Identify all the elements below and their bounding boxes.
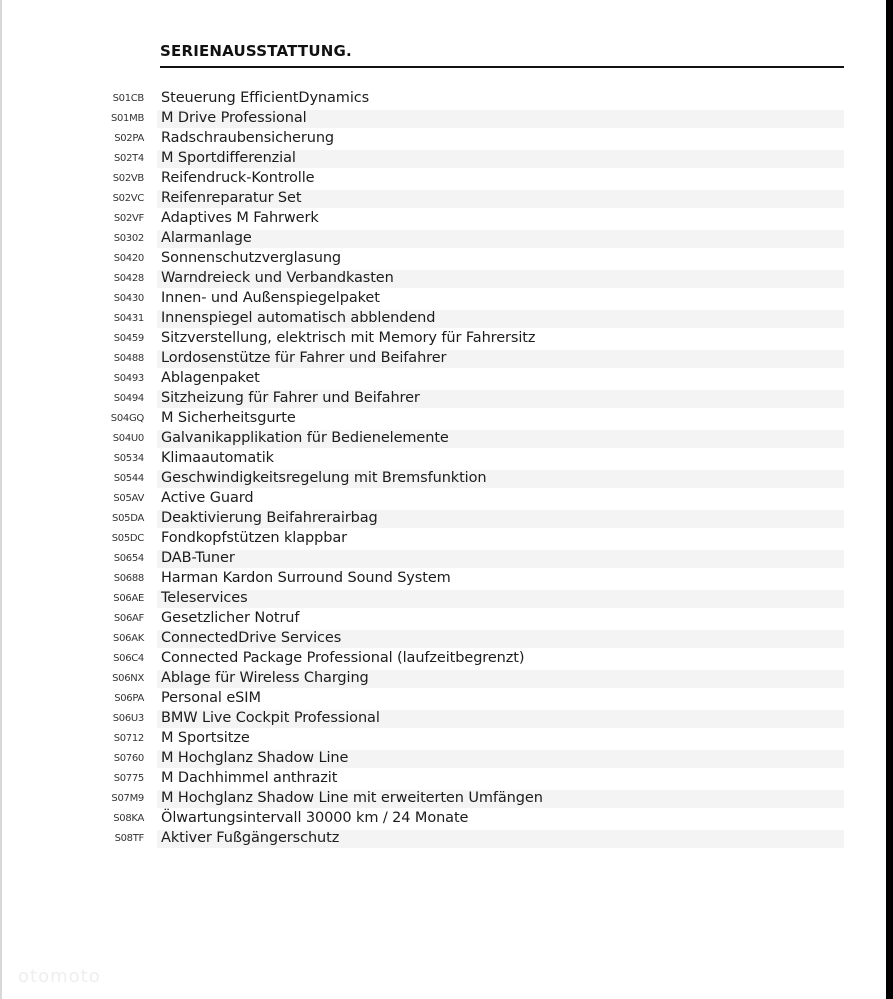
equipment-label: M Sportdifferenzial <box>161 150 296 166</box>
equipment-code: S08KA <box>113 813 144 824</box>
equipment-code: S02PA <box>114 133 144 144</box>
equipment-code: S06AK <box>113 633 144 644</box>
equipment-label: Gesetzlicher Notruf <box>161 610 300 626</box>
equipment-code: S0302 <box>113 233 144 244</box>
equipment-row <box>0 729 893 749</box>
equipment-label: Steuerung EfficientDynamics <box>161 90 370 106</box>
equipment-label: M Drive Professional <box>161 110 307 126</box>
equipment-row <box>0 249 893 269</box>
equipment-row <box>0 389 893 409</box>
equipment-label: Ablagenpaket <box>161 370 260 386</box>
equipment-label: BMW Live Cockpit Professional <box>161 710 380 726</box>
equipment-code: S06C4 <box>113 653 144 664</box>
equipment-code: S06AE <box>113 593 144 604</box>
equipment-row <box>0 229 893 249</box>
equipment-row <box>0 89 893 109</box>
equipment-label: Radschraubensicherung <box>161 130 335 146</box>
equipment-row <box>0 349 893 369</box>
equipment-row <box>0 449 893 469</box>
equipment-code: S07M9 <box>111 793 144 804</box>
equipment-row <box>0 409 893 429</box>
equipment-row <box>0 609 893 629</box>
equipment-code: S0534 <box>113 453 144 464</box>
equipment-label: Innen- und Außenspiegelpaket <box>161 290 380 306</box>
equipment-label: M Hochglanz Shadow Line mit erweiterten Umfängen <box>161 790 543 806</box>
equipment-row <box>0 269 893 289</box>
equipment-label: Reifenreparatur Set <box>161 190 302 206</box>
equipment-code: S02T4 <box>113 153 144 164</box>
equipment-code: S0459 <box>113 333 144 344</box>
equipment-row <box>0 829 893 849</box>
equipment-label: Active Guard <box>161 490 254 506</box>
row-band <box>157 590 844 608</box>
equipment-row <box>0 709 893 729</box>
equipment-label: Teleservices <box>161 590 248 606</box>
equipment-label: Geschwindigkeitsregelung mit Bremsfunktion <box>161 470 487 486</box>
title-divider <box>160 66 844 68</box>
equipment-row <box>0 809 893 829</box>
equipment-code: S02VF <box>113 213 144 224</box>
equipment-row <box>0 689 893 709</box>
equipment-label: Aktiver Fußgängerschutz <box>161 830 340 846</box>
equipment-code: S0775 <box>113 773 144 784</box>
equipment-label: Klimaautomatik <box>161 450 274 466</box>
equipment-label: Warndreieck und Verbandkasten <box>161 270 394 286</box>
equipment-code: S0494 <box>113 393 144 404</box>
equipment-code: S06AF <box>113 613 144 624</box>
equipment-code: S0493 <box>113 373 144 384</box>
equipment-label: M Hochglanz Shadow Line <box>161 750 349 766</box>
row-band <box>157 730 844 748</box>
equipment-label: DAB-Tuner <box>161 550 235 566</box>
equipment-row <box>0 549 893 569</box>
equipment-code: S05DC <box>111 533 144 544</box>
equipment-row <box>0 169 893 189</box>
equipment-code: S08TF <box>114 833 144 844</box>
equipment-row <box>0 669 893 689</box>
section-title: SERIENAUSSTATTUNG. <box>160 42 352 60</box>
equipment-row <box>0 109 893 129</box>
equipment-code: S0654 <box>113 553 144 564</box>
equipment-code: S0544 <box>113 473 144 484</box>
equipment-code: S04GQ <box>110 413 144 424</box>
equipment-code: S0712 <box>113 733 144 744</box>
equipment-row <box>0 429 893 449</box>
equipment-label: Ölwartungsintervall 30000 km / 24 Monate <box>161 810 469 826</box>
equipment-row <box>0 789 893 809</box>
equipment-code: S0760 <box>113 753 144 764</box>
equipment-code: S01MB <box>110 113 144 124</box>
watermark-logo: otomoto <box>18 966 101 987</box>
equipment-row <box>0 529 893 549</box>
equipment-label: Harman Kardon Surround Sound System <box>161 570 451 586</box>
equipment-row <box>0 509 893 529</box>
equipment-row <box>0 209 893 229</box>
equipment-label: Innenspiegel automatisch abblendend <box>161 310 436 326</box>
equipment-code: S05AV <box>113 493 144 504</box>
equipment-code: S06PA <box>114 693 144 704</box>
equipment-code: S0688 <box>113 573 144 584</box>
equipment-label: ConnectedDrive Services <box>161 630 342 646</box>
equipment-row <box>0 649 893 669</box>
row-band <box>157 490 844 508</box>
equipment-code: S0428 <box>113 273 144 284</box>
equipment-label: Fondkopfstützen klappbar <box>161 530 347 546</box>
equipment-row <box>0 309 893 329</box>
equipment-row <box>0 469 893 489</box>
equipment-row <box>0 149 893 169</box>
equipment-row <box>0 629 893 649</box>
equipment-row <box>0 329 893 349</box>
equipment-code: S0431 <box>113 313 144 324</box>
equipment-code: S04U0 <box>112 433 144 444</box>
equipment-row <box>0 749 893 769</box>
equipment-code: S06NX <box>112 673 144 684</box>
equipment-label: Galvanikapplikation für Bedienelemente <box>161 430 449 446</box>
equipment-label: Lordosenstütze für Fahrer und Beifahrer <box>161 350 447 366</box>
equipment-label: Personal eSIM <box>161 690 261 706</box>
equipment-code: S06U3 <box>112 713 144 724</box>
equipment-label: Adaptives M Fahrwerk <box>161 210 319 226</box>
equipment-row <box>0 769 893 789</box>
row-band <box>157 230 844 248</box>
equipment-code: S0420 <box>113 253 144 264</box>
equipment-label: Reifendruck-Kontrolle <box>161 170 315 186</box>
equipment-label: Alarmanlage <box>161 230 252 246</box>
equipment-row <box>0 589 893 609</box>
equipment-label: M Sportsitze <box>161 730 250 746</box>
equipment-label: Sonnenschutzverglasung <box>161 250 342 266</box>
equipment-code: S02VB <box>112 173 144 184</box>
equipment-row <box>0 569 893 589</box>
equipment-label: Connected Package Professional (laufzeitbegrenzt) <box>161 650 525 666</box>
equipment-label: Ablage für Wireless Charging <box>161 670 369 686</box>
equipment-row <box>0 489 893 509</box>
row-band <box>157 550 844 568</box>
equipment-row <box>0 189 893 209</box>
row-band <box>157 370 844 388</box>
equipment-row <box>0 129 893 149</box>
equipment-list <box>0 89 893 849</box>
equipment-label: Sitzheizung für Fahrer und Beifahrer <box>161 390 420 406</box>
equipment-label: M Sicherheitsgurte <box>161 410 296 426</box>
equipment-code: S05DA <box>112 513 144 524</box>
equipment-code: S01CB <box>112 93 144 104</box>
equipment-row <box>0 289 893 309</box>
equipment-code: S0430 <box>113 293 144 304</box>
equipment-code: S02VC <box>112 193 144 204</box>
equipment-label: M Dachhimmel anthrazit <box>161 770 338 786</box>
equipment-row <box>0 369 893 389</box>
equipment-code: S0488 <box>113 353 144 364</box>
equipment-label: Sitzverstellung, elektrisch mit Memory für Fahrersitz <box>161 330 536 346</box>
equipment-label: Deaktivierung Beifahrerairbag <box>161 510 378 526</box>
